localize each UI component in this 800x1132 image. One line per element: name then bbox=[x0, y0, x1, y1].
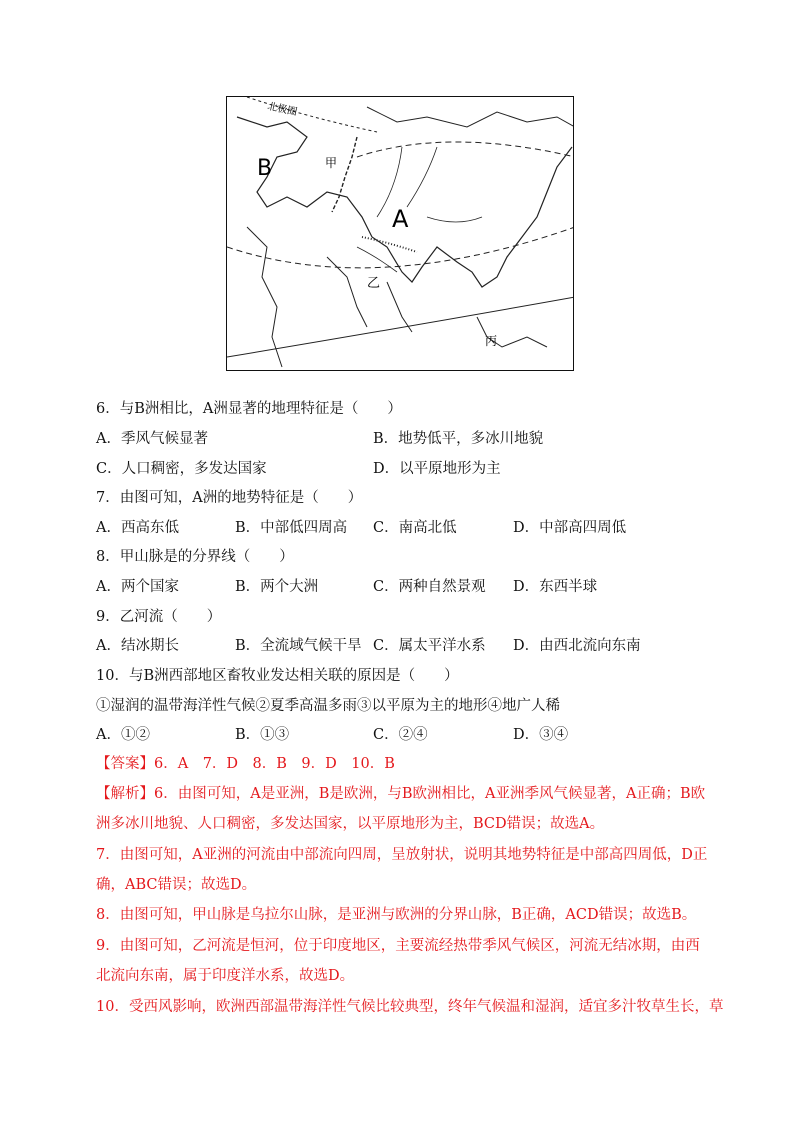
q10-option-d: D．③④ bbox=[513, 727, 569, 743]
question-10-statement: ①湿润的温带海洋性气候②夏季高温多雨③以平原为主的地形④地广人稀 bbox=[96, 698, 560, 714]
q6-option-b: B．地势低平，多冰川地貌 bbox=[373, 431, 544, 447]
analysis-9-line1: 9．由图可知，乙河流是恒河，位于印度地区，主要流经热带季风气候区，河流无结冰期，由西 bbox=[96, 938, 700, 954]
analysis-8-line1: 8．由图可知，甲山脉是乌拉尔山脉，是亚洲与欧洲的分界山脉，B正确，ACD错误；故选B。 bbox=[96, 907, 697, 923]
label-bing: 丙 bbox=[485, 334, 498, 348]
analysis-tag: 【解析】 bbox=[96, 786, 154, 802]
ural-mountains bbox=[332, 137, 357, 212]
river-2 bbox=[407, 147, 437, 207]
question-9-stem: 9．乙河流（ ） bbox=[96, 609, 222, 625]
asia-europe-map bbox=[226, 96, 574, 371]
label-arctic: 北极圈 bbox=[266, 101, 299, 119]
q9-option-d: D．由西北流向东南 bbox=[513, 638, 641, 654]
q6-option-d: D．以平原地形为主 bbox=[373, 461, 501, 477]
q10-option-c: C．②④ bbox=[373, 727, 428, 743]
label-B: B bbox=[257, 156, 273, 181]
latitude-line bbox=[357, 142, 574, 157]
analysis-10-line1: 10．受西风影响，欧洲西部温带海洋性气候比较典型，终年气候温和湿润，适宜多汁牧草生长，草 bbox=[96, 999, 724, 1015]
q10-option-a: A．①② bbox=[96, 727, 150, 743]
question-6-stem: 6．与B洲相比，A洲显著的地理特征是（ ） bbox=[96, 401, 402, 417]
q10-option-b: B．①③ bbox=[235, 727, 290, 743]
question-8-stem: 8．甲山脉是的分界线（ ） bbox=[96, 549, 294, 565]
label-jia: 甲 bbox=[325, 156, 338, 170]
india-coast bbox=[387, 282, 412, 332]
q7-option-b: B．中部低四周高 bbox=[235, 520, 348, 536]
answer-line bbox=[96, 754, 395, 774]
analysis-7-line1: 7．由图可知，A亚洲的河流由中部流向四周，呈放射状，说明其地势特征是中部高四周低，D正 bbox=[96, 847, 708, 863]
equator-line bbox=[227, 297, 574, 357]
q7-option-d: D．中部高四周低 bbox=[513, 520, 627, 536]
tropic-line bbox=[227, 227, 574, 268]
q7-option-c: C．南高北低 bbox=[373, 520, 457, 536]
q6-option-a: A．季风气候显著 bbox=[96, 431, 208, 447]
q9-option-b: B．全流域气候干旱 bbox=[235, 638, 362, 654]
river-yi bbox=[357, 247, 397, 272]
q8-option-b: B．两个大洲 bbox=[235, 579, 319, 595]
answer-tag: 【答案】 bbox=[96, 756, 154, 772]
analysis-6-text1: 6．由图可知，A是亚洲，B是欧洲，与B欧洲相比，A亚洲季风气候显著，A正确；B欧 bbox=[154, 786, 706, 802]
answer-text: 6．A 7．D 8．B 9．D 10．B bbox=[154, 756, 395, 772]
africa-coast bbox=[247, 227, 282, 367]
q9-option-a: A．结冰期长 bbox=[96, 638, 179, 654]
question-10-stem: 10．与B洲西部地区畜牧业发达相关联的原因是（ ） bbox=[96, 668, 459, 684]
q8-option-a: A．两个国家 bbox=[96, 579, 179, 595]
q8-option-c: C．两种自然景观 bbox=[373, 579, 486, 595]
analysis-9-line2: 北流向东南，属于印度洋水系，故选D。 bbox=[96, 968, 355, 984]
q8-option-d: D．东西半球 bbox=[513, 579, 598, 595]
question-7-stem: 7．由图可知，A洲的地势特征是（ ） bbox=[96, 490, 363, 506]
analysis-7-line2: 确，ABC错误；故选D。 bbox=[96, 877, 257, 893]
himalaya bbox=[362, 237, 417, 252]
q9-option-c: C．属太平洋水系 bbox=[373, 638, 486, 654]
label-yi: 乙 bbox=[367, 276, 381, 291]
analysis-6-line2: 洲多冰川地貌、人口稠密，多发达国家，以平原地形为主，BCD错误；故选A。 bbox=[96, 816, 605, 832]
river-3 bbox=[427, 217, 482, 222]
label-A: A bbox=[392, 205, 409, 233]
arctic-coast bbox=[367, 107, 574, 127]
q7-option-a: A．西高东低 bbox=[96, 520, 179, 536]
q6-option-c: C．人口稠密，多发达国家 bbox=[96, 461, 267, 477]
map-svg bbox=[227, 97, 574, 371]
analysis-6-line1 bbox=[96, 784, 705, 804]
